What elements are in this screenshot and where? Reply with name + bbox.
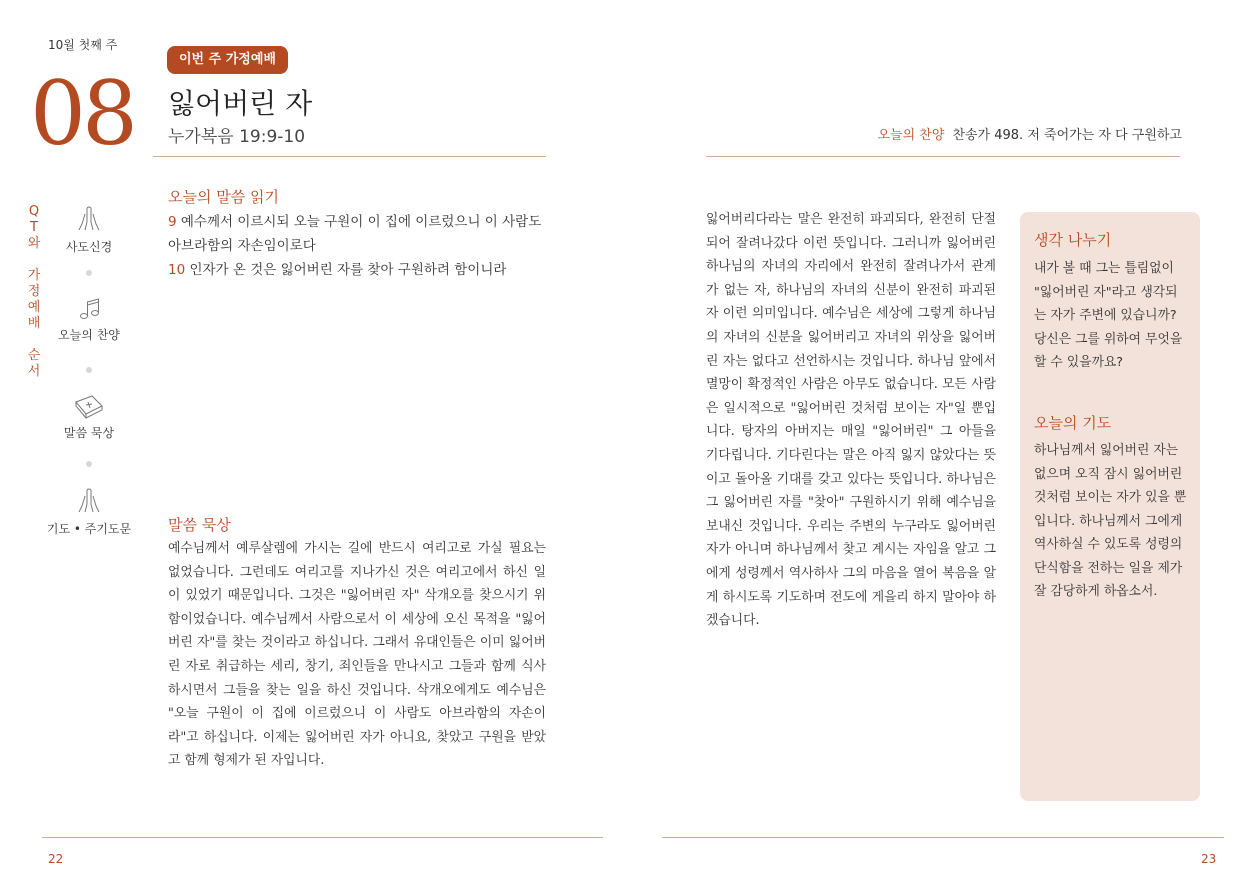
lesson-number: 08 <box>30 62 134 165</box>
sidebar-dot <box>86 461 92 467</box>
sidebar-dot <box>86 270 92 276</box>
prayer-text: 하나님께서 잃어버린 자는 없으며 오직 잠시 잃어버린 것처럼 보이는 자가 있을 뿐입니다. 하나님께서 그에게 역사하실 수 있도록 성령의 단식함을 전하는 일을 제가 잘 감당하게 하옵소서. <box>1034 443 1187 599</box>
verse-9: 9 예수께서 이르시되 오늘 구원이 이 집에 이르렀으니 이 사람도 아브라함의 자손임이로다 <box>168 214 542 254</box>
meditation-text: 예수님께서 예루살렘에 가시는 길에 반드시 여리고로 가실 필요는 없었습니다. 그런데도 여리고를 지나가신 것은 여리고에서 하신 일이 있었기 때문입니다. 그것은 "잃어버린 자" 삭개오를 찾으시기 위함이었습니다. 예수님께서 사람으로서 이 세상에 오신 목적을 "잃어버린 자"를 찾는 것이라고 하십니다. 그래서 유대인들은 이미 잃어버린 자로 취급하는 세리, 창기, 죄인들을 만나시고 그들과 함께 식사하시면서 그들을 찾는 일을 하신 것입니다. 삭개오에게도 예수님은 "오늘 구원이 이 집에 이르렀으니 이 사람도 아브라함의 자손이라"고 하십니다. 이제는 잃어버린 자가 아니요, 찾았고 구원을 받았고 함께 형제가 된 자입니다. <box>168 541 546 769</box>
order-vertical-label: Q T 와 가 정 예 배 순 서 <box>27 204 41 379</box>
meditation-heading: 말씀 묵상 <box>168 516 231 534</box>
sidebar-item-hymn: 오늘의 찬양 <box>44 296 134 343</box>
week-label: 10월 첫째 주 <box>48 38 118 52</box>
page-title: 잃어버린 자 <box>168 87 313 120</box>
sharing-heading: 생각 나누기 <box>1034 231 1112 249</box>
footer-divider-right <box>662 837 1224 838</box>
header-divider-left <box>153 156 546 157</box>
sidebar-item-meditation: 말씀 묵상 <box>44 392 134 441</box>
section-badge: 이번 주 가정예배 <box>167 46 288 74</box>
sidebar-dot <box>86 367 92 373</box>
page-number-right: 23 <box>1201 852 1217 866</box>
header-divider-right <box>706 156 1180 157</box>
hymn-title: 찬송가 498. 저 죽어가는 자 다 구원하고 <box>952 128 1182 143</box>
sidebar-item-creed: 사도신경 <box>44 204 134 255</box>
praying-hands-icon <box>74 486 104 516</box>
page-number-left: 22 <box>48 852 64 866</box>
praying-hands-icon <box>74 204 104 234</box>
reading-verses <box>168 210 548 282</box>
footer-divider-left <box>42 837 603 838</box>
prayer-heading: 오늘의 기도 <box>1034 414 1112 432</box>
music-note-icon <box>76 296 102 322</box>
bible-icon <box>73 392 105 420</box>
todays-hymn <box>878 124 1183 143</box>
sharing-text: 내가 볼 때 그는 틀림없이 "잃어버린 자"라고 생각되는 자가 주변에 있습니까? 당신은 그를 위하여 무엇을 할 수 있을까요? <box>1034 261 1183 370</box>
hymn-label: 오늘의 찬양 <box>877 128 945 143</box>
verse-10: 10 인자가 온 것은 잃어버린 자를 찾아 구원하려 함이니라 <box>168 262 507 278</box>
sidebar-item-prayer: 기도 • 주기도문 <box>44 486 134 537</box>
reading-heading: 오늘의 말씀 읽기 <box>168 188 279 206</box>
scripture-reference: 누가복음 19:9-10 <box>168 127 306 147</box>
meditation-continuation: 잃어버리다라는 말은 완전히 파괴되다, 완전히 단절되어 잘려나갔다 이런 뜻입니다. 그러니까 잃어버린 하나님의 자녀의 자리에서 완전히 잘려나가서 관계가 없는 자, 하나님의 자녀의 신분이 완전히 파괴된 자 이런 의미입니다. 예수님은 세상에 그렇게 하나님의 자녀의 신분을 잃어버리고 자녀의 위상을 잃어버린 자는 없다고 선언하시는 것입니다. 하나님 앞에서 멸망이 확정적인 사람은 아무도 없습니다. 모든 사람은 일시적으로 "잃어버린 것처럼 보이는 자"일 뿐입니다. 탕자의 아버지는 매일 "잃어버린" 그 아들을 기다립니다. 기다린다는 말은 아직 잃지 않았다는 뜻이고 돌아올 기대를 갖고 있다는 뜻입니다. 하나님은 그 잃어버린 자를 "찾아" 구원하시기 위해 예수님을 보내신 것입니다. 우리는 주변의 누구라도 잃어버린 자가 아니며 하나님께서 찾고 계시는 자임을 알고 그에게 성령께서 역사하사 그의 마음을 열어 복음을 알게 하시도록 기도하며 전도에 게을리 하지 말아야 하겠습니다. <box>706 212 996 629</box>
